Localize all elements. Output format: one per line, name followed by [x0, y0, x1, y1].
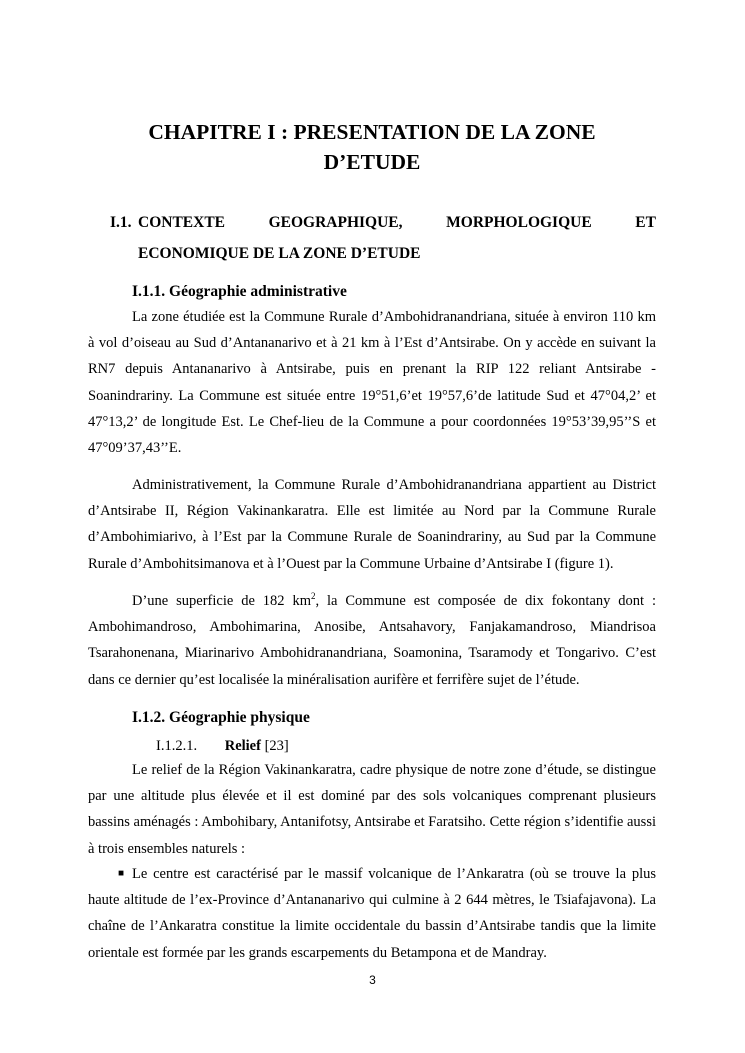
- superficie-text-end: , la Commune est composée de dix fokontany dont : Ambohimandroso, Ambohimarina, Anosibe, Antsahavory, Fanjakamandroso, Miandrisoa Tsarahonenana, Miarinarivo Ambohidranandriana, Soamonina, Tsaramody et Tongarivo. C’est dans ce dernier qu’est localisée la minéralisation aurifère et ferrifère sujet de l’étude.: [88, 593, 657, 688]
- section-number: I.1.: [110, 214, 132, 231]
- subsubsection-number: I.1.2.1.: [156, 738, 198, 754]
- section-heading-line2: ECONOMIQUE DE LA ZONE D’ETUDE: [138, 245, 421, 262]
- bullet-square-icon: ■: [118, 868, 125, 879]
- superscript-2: 2: [310, 591, 316, 602]
- subsubsection-ref: [23]: [260, 738, 289, 754]
- bullet-paragraph-ankaratra: Le centre est caractérisé par le massif volcanique de l’Ankaratra (où se trouve la plus haute altitude de l’ex-Province d’Antananarivo qui culmine à 2 644 mètres, le Tsiafajavona). La chaîne de l’Ankaratra constitue la limite occidentale du bassin d’Antsirabe tandis que la limite orientale est formée par les grands escarpements du Betampona et de Mandray.: [88, 866, 656, 961]
- subsection-heading-physique: I.1.2. Géographie physique: [132, 709, 310, 726]
- chapter-title-line2: D’ETUDE: [323, 150, 421, 174]
- paragraph-superficie: [88, 588, 656, 693]
- section-word-2: GEOGRAPHIQUE,: [268, 214, 403, 231]
- section-heading-line1: [138, 207, 656, 238]
- subsection-heading-administrative: I.1.1. Géographie administrative: [132, 283, 347, 300]
- paragraph-administrative-limits: Administrativement, la Commune Rurale d’Ambohidranandriana appartient au District d’Antsirabe II, Région Vakinankaratra. Elle est limitée au Nord par la Commune Rurale d’Ambohimiarivo, à l’Est par la Commune Rurale de Soanindrariny, au Sud par la Commune Rurale d’Ambohitsimanova et à l’Ouest par la Commune Urbaine d’Antsirabe I (figure 1).: [88, 477, 656, 572]
- chapter-title: [88, 117, 656, 177]
- chapter-title-line1: CHAPITRE I : PRESENTATION DE LA ZONE: [148, 120, 596, 144]
- superficie-text-start: D’une superficie de 182 km: [132, 593, 311, 609]
- page-number: 3: [369, 973, 376, 987]
- section-word-4: ET: [635, 214, 656, 231]
- subsubsection-title: Relief: [224, 738, 261, 754]
- paragraph-location: La zone étudiée est la Commune Rurale d’Ambohidranandriana, située à environ 110 km à vol d’oiseau au Sud d’Antananarivo et à 21 km à l’Est d’Antsirabe. On y accède en suivant la RN7 depuis Antananarivo à Antsirabe, puis en prenant la RIP 122 reliant Antsirabe - Soanindrariny. La Commune est située entre 19°51,6’et 19°57,6’de latitude Sud et 47°04,2’ et 47°13,2’ de longitude Est. Le Chef-lieu de la Commune a pour coordonnées 19°53’39,95’’S et 47°09’37,43’’E.: [88, 309, 656, 457]
- paragraph-relief: Le relief de la Région Vakinankaratra, cadre physique de notre zone d’étude, se distingue par une altitude plus élevée et il est dominé par des sols volcaniques comprenant plusieurs bassins aménagés : Ambohibary, Antanifotsy, Antsirabe et Faratsiho. Cette région s’identifie aussi à trois ensembles naturels :: [88, 762, 656, 857]
- section-word-1: CONTEXTE: [138, 214, 225, 231]
- section-word-3: MORPHOLOGIQUE: [446, 214, 592, 231]
- subsubsection-heading-relief: [156, 736, 289, 756]
